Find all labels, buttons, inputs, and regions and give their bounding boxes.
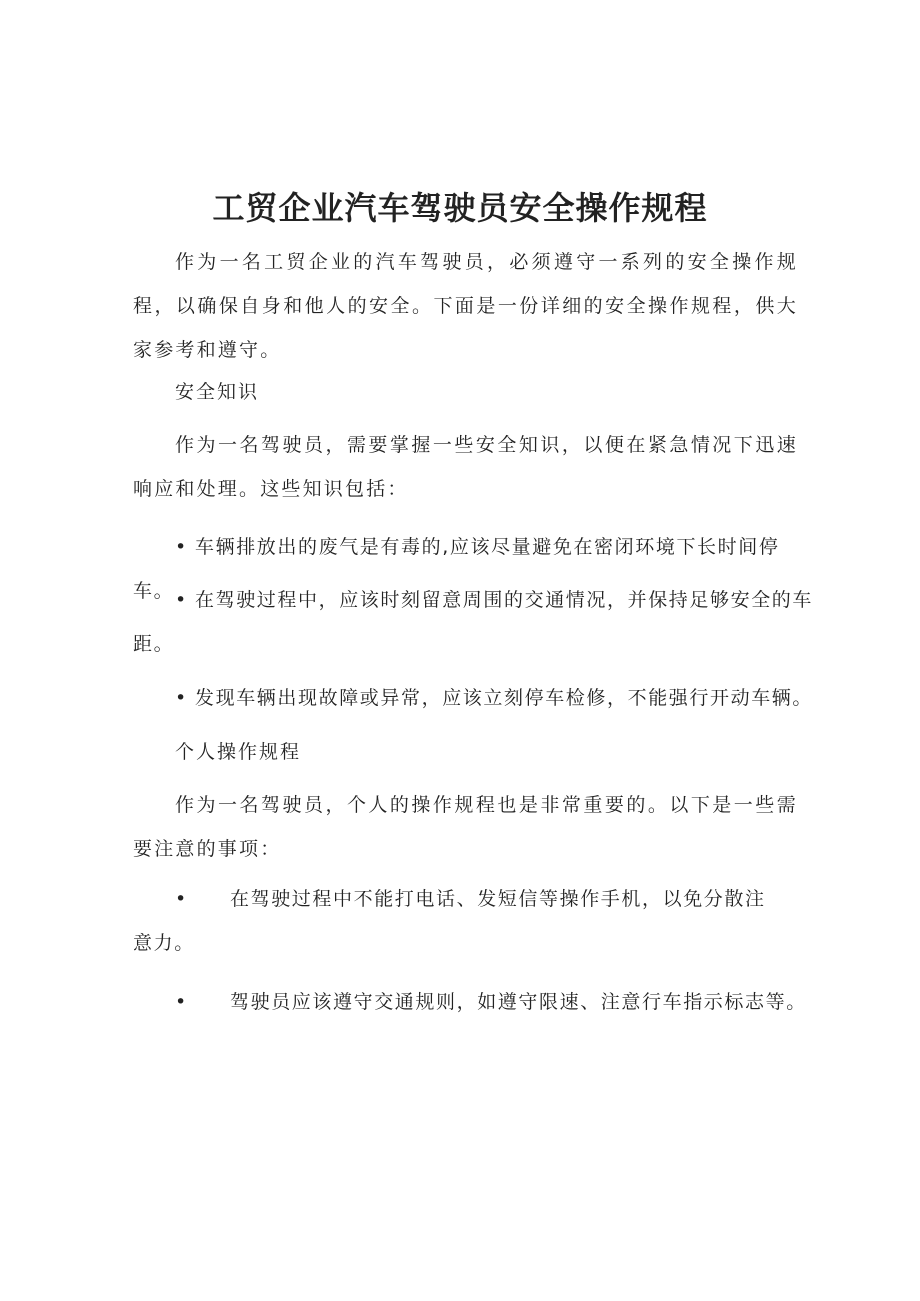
section-heading-safety-knowledge: 安全知识: [175, 381, 260, 403]
list-item-text: 在驾驶过程中，应该时刻留意周围的交通情况，并保持足够安全的车距。: [133, 589, 814, 655]
list-item-text: 车辆排放出的废气是有毒的,应该尽量避免在密闭环境下长时间停车。: [133, 536, 780, 602]
list-item: [133, 676, 813, 720]
bullet-icon: •: [175, 536, 188, 558]
safety-knowledge-paragraph: 作为一名驾驶员，需要掌握一些安全知识，以便在紧急情况下迅速响应和处理。这些知识包括：: [133, 434, 798, 500]
list-item: [133, 578, 813, 666]
bullet-icon: •: [175, 589, 188, 611]
list-item-text: 发现车辆出现故障或异常，应该立刻停车检修，不能强行开动车辆。: [195, 687, 814, 709]
list-item-text: 在驾驶过程中不能打电话、发短信等操作手机，以免分散注意力。: [133, 888, 766, 954]
personal-rules-paragraph: 作为一名驾驶员，个人的操作规程也是非常重要的。以下是一些需要注意的事项：: [133, 794, 798, 860]
document-title: 工贸企业汽车驾驶员安全操作规程: [212, 189, 708, 227]
bullet-icon: •: [175, 687, 188, 709]
bullet-icon: •: [175, 991, 188, 1013]
list-item: [133, 980, 813, 1024]
list-item: [133, 877, 773, 965]
list-item-text: 驾驶员应该遵守交通规则，如遵守限速、注意行车指示标志等。: [230, 991, 807, 1013]
intro-paragraph: 作为一名工贸企业的汽车驾驶员，必须遵守一系列的安全操作规程，以确保自身和他人的安全。下面是一份详细的安全操作规程，供大家参考和遵守。: [133, 251, 798, 361]
section-heading-personal-rules: 个人操作规程: [175, 741, 302, 763]
bullet-icon: •: [175, 888, 188, 910]
